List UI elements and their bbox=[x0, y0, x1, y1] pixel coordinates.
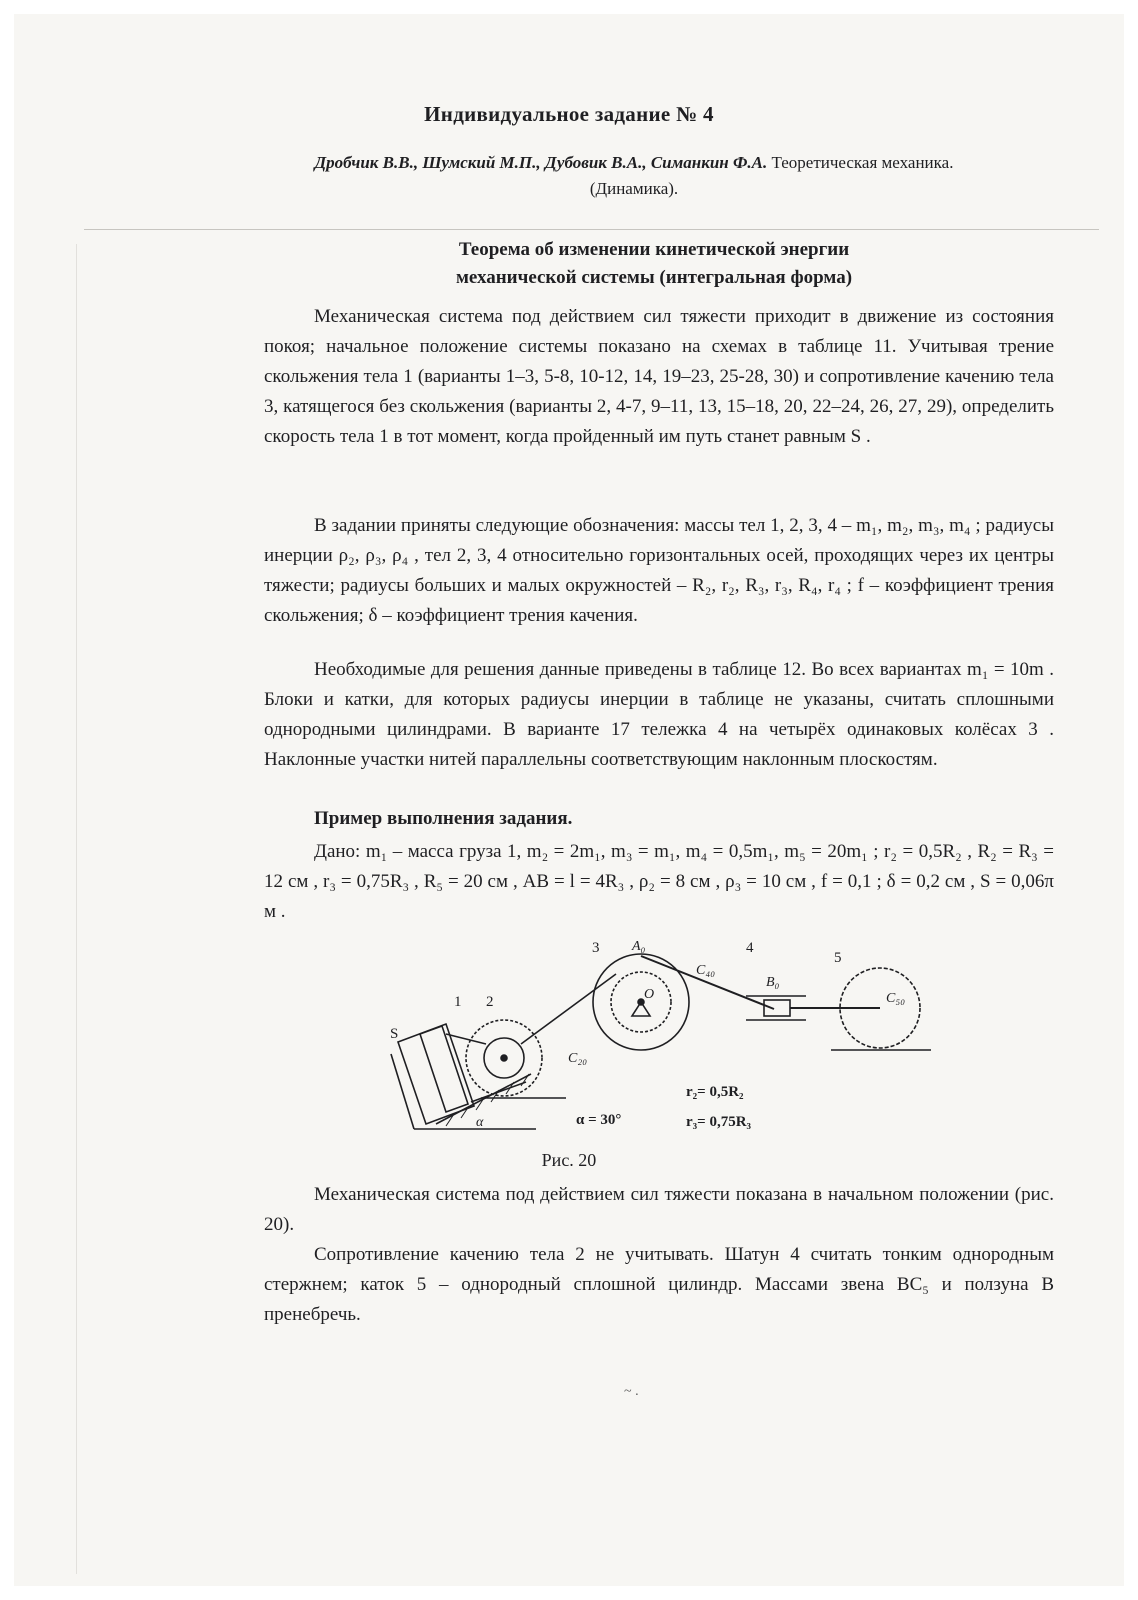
theorem-line-2: механической системы (интегральная форма) bbox=[455, 267, 853, 288]
label-c4: C₄₀ bbox=[696, 963, 716, 978]
thread-3 bbox=[471, 1082, 526, 1102]
pulley-2-center bbox=[501, 1055, 507, 1061]
label-r2: r₂= 0,5R₂ bbox=[686, 1084, 744, 1100]
slider-b bbox=[764, 1000, 790, 1016]
label-5: 5 bbox=[834, 950, 842, 966]
paragraph-task: Механическая система под действием сил тяжести приходит в движение из состояния покоя; начальное положение системы показано на схемах в таблице 11. Учитывая трение скольжения тела 1 (варианты 1–3, 5-8, 10-12, 14, 19–23, 25-28, 30) и сопротивление качению тела 3, катящегося без скольжения (варианты 2, 4-7, 9–11, 13, 15–18, 20, 22–24, 26, 27, 29), определить скорость тела 1 в тот момент, когда пройденный им путь станет равным S . bbox=[264, 306, 1054, 447]
authors: Дробчик В.В., Шумский М.П., Дубовик В.А., Симанкин Ф.А. bbox=[314, 153, 768, 172]
label-1: 1 bbox=[454, 994, 462, 1010]
label-s: S bbox=[390, 1026, 399, 1042]
book-title: Теоретическая механика. bbox=[771, 153, 954, 172]
book-subtitle: (Динамика). bbox=[589, 179, 679, 198]
example-heading: Пример выполнения задания. bbox=[314, 808, 573, 829]
paragraph-data: Необходимые для решения данные приведены в таблице 12. Во всех вариантах m₁ = 10m . Блоки и катки, для которых радиусы инерции в таблице не указаны, считать сплошными однородными цилиндрами. В варианте 17 тележка 4 на четырёх одинаковых колёсах 3 . Наклонные участки нитей параллельны соответствующим наклонным плоскостям. bbox=[264, 659, 1054, 770]
document-page bbox=[14, 14, 1124, 1586]
paragraph-initial-position: Механическая система под действием сил тяжести показана в начальном положении (рис. 20). bbox=[264, 1184, 1054, 1235]
label-r3: r₃= 0,75R₃ bbox=[686, 1114, 752, 1130]
label-b0: B₀ bbox=[766, 975, 780, 990]
label-c2: C₂₀ bbox=[568, 1051, 588, 1066]
thread-2 bbox=[521, 974, 616, 1044]
label-c5: C₅₀ bbox=[886, 991, 906, 1006]
label-4: 4 bbox=[746, 940, 754, 956]
assignment-title: Индивидуальное задание № 4 bbox=[424, 102, 714, 126]
figure-caption: Рис. 20 bbox=[541, 1150, 597, 1170]
page-number: ~ . bbox=[624, 1384, 639, 1399]
label-a0: A₀ bbox=[632, 939, 646, 954]
label-o: O bbox=[644, 987, 655, 1002]
label-alpha: α = 30° bbox=[576, 1112, 622, 1128]
mechanism-figure bbox=[386, 934, 956, 1144]
block-1 bbox=[398, 1024, 474, 1124]
fold-line-vertical bbox=[76, 244, 77, 1574]
fold-line bbox=[84, 229, 1099, 230]
paragraph-given: Дано: m₁ – масса груза 1, m₂ = 2m₁, m₃ = m₁, m₄ = 0,5m₁, m₅ = 20m₁ ; r₂ = 0,5R₂ , R₂ = R₃ = 12 см , r₃ = 0,75R₃ , R₅ = 20 см , AB = l = 4R₃ , ρ₂ = 8 см , ρ₃ = 10 см , f = 0,1 ; δ = 0,2 см , S = 0,06π м . bbox=[264, 841, 1054, 922]
label-alpha-small: α bbox=[476, 1115, 484, 1130]
label-2: 2 bbox=[486, 994, 494, 1010]
paragraph-notation: В задании приняты следующие обозначения: массы тел 1, 2, 3, 4 – m₁, m₂, m₃, m₄ ; радиусы инерции ρ₂, ρ₃, ρ₄ , тел 2, 3, 4 относительно горизонтальных осей, проходящих через их центры тяжести; радиусы больших и малых окружностей – R₂, r₂, R₃, r₃, R₄, r₄ ; f – коэффициент трения скольжения; δ – коэффициент трения качения. bbox=[264, 515, 1054, 626]
label-3: 3 bbox=[592, 940, 600, 956]
paragraph-assumptions: Сопротивление качению тела 2 не учитывать. Шатун 4 считать тонким однородным стержнем; каток 5 – однородный сплошной цилиндр. Массами звена BC₅ и ползуна B пренебречь. bbox=[264, 1244, 1054, 1325]
reference bbox=[194, 150, 1074, 202]
theorem-heading bbox=[264, 236, 1044, 292]
incline-slope bbox=[391, 1054, 414, 1129]
theorem-line-1: Теорема об изменении кинетической энергии bbox=[458, 239, 850, 260]
